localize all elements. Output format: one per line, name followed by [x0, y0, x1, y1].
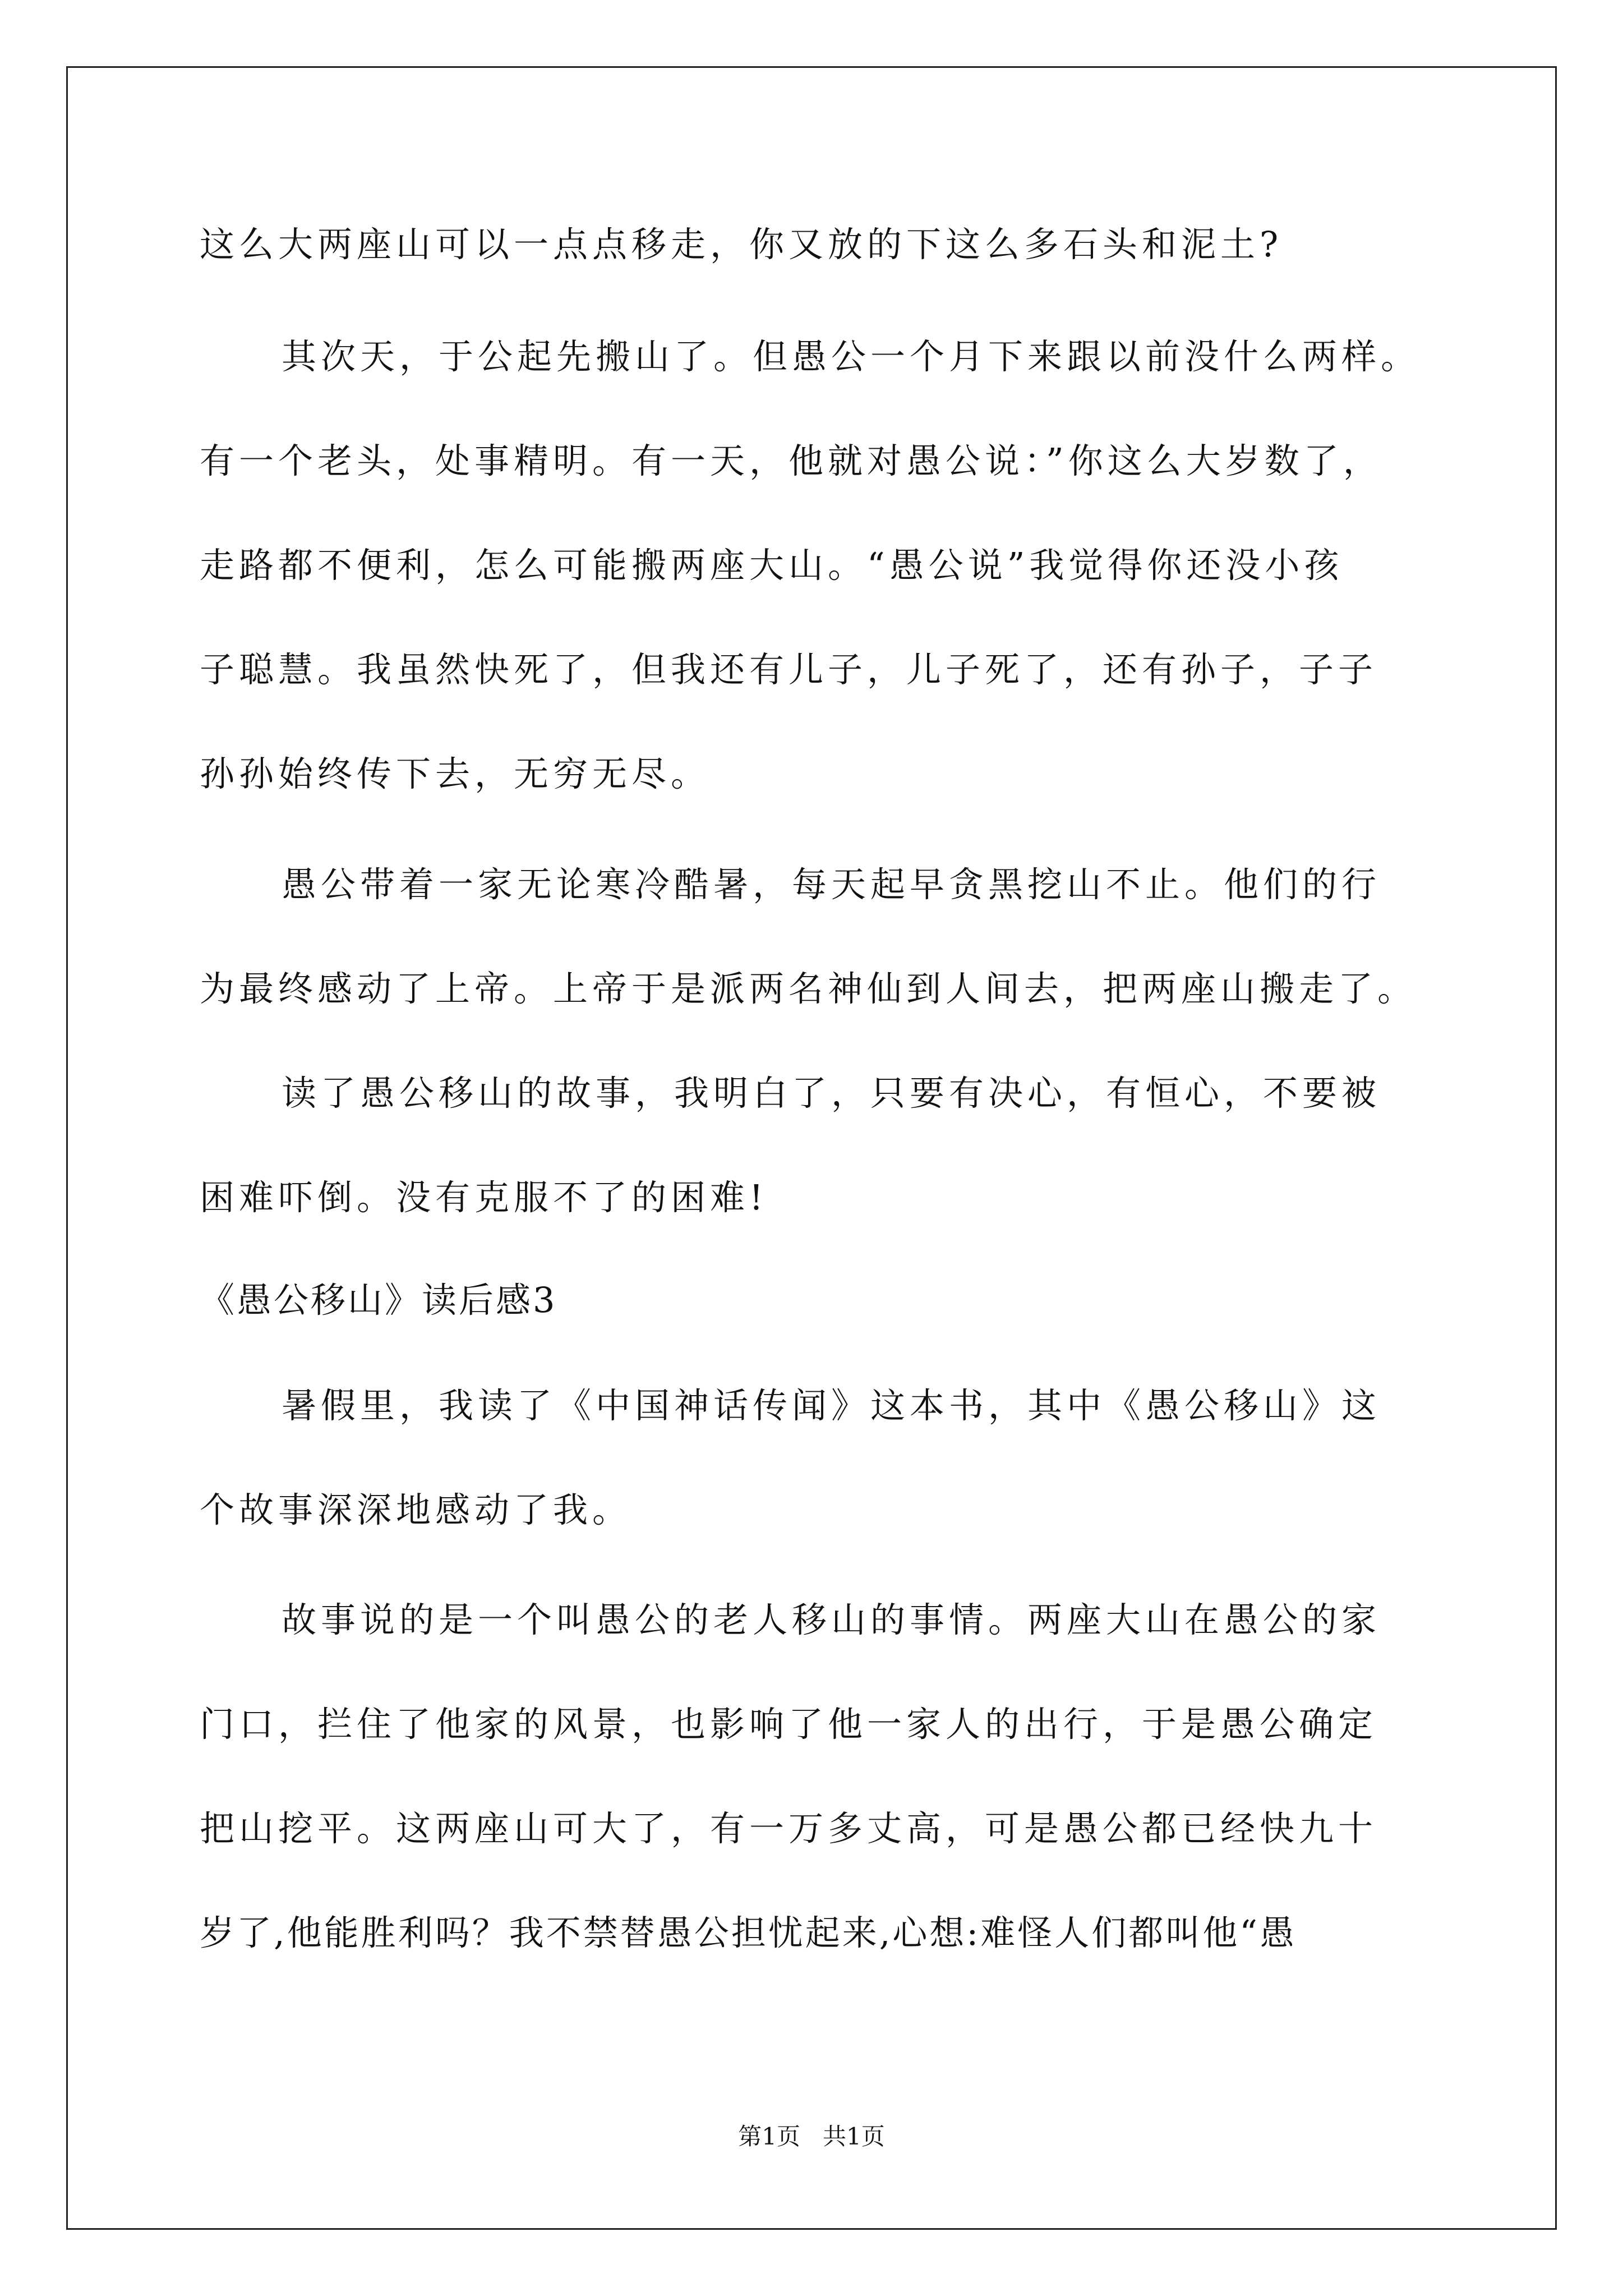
- text-line: 门口，拦住了他家的风景，也影响了他一家人的出行，于是愚公确定: [200, 1704, 1378, 1745]
- text-line: 暑假里，我读了《中国神话传闻》这本书，其中《愚公移山》这: [282, 1385, 1381, 1426]
- text-line: 走路都不便利，怎么可能搬两座大山。“愚公说”我觉得你还没小孩: [200, 545, 1344, 586]
- text-line: 把山挖平。这两座山可大了，有一万多丈高，可是愚公都已经快九十: [200, 1808, 1378, 1849]
- text-line: 读了愚公移山的故事，我明白了，只要有决心，有恒心，不要被: [282, 1073, 1381, 1114]
- page-border: [66, 66, 1557, 2230]
- text-line: 这么大两座山可以一点点移走，你又放的下这么多石头和泥土?: [200, 224, 1283, 265]
- text-line: 其次天，于公起先搬山了。但愚公一个月下来跟以前没什么两样。: [282, 336, 1421, 377]
- text-line: 个故事深深地感动了我。: [200, 1489, 632, 1530]
- text-line: 困难吓倒。没有克服不了的困难!: [200, 1177, 768, 1218]
- text-line: 子聪慧。我虽然快死了，但我还有儿子，儿子死了，还有孙子，子子: [200, 649, 1378, 690]
- text-line: 孙孙始终传下去，无穷无尽。: [200, 753, 711, 794]
- text-line: 故事说的是一个叫愚公的老人移山的事情。两座大山在愚公的家: [282, 1599, 1381, 1640]
- page-footer: [0, 2121, 1623, 2152]
- page-number-current: 第1页: [738, 2123, 800, 2150]
- section-heading: 《愚公移山》读后感3: [200, 1280, 557, 1320]
- page-number-total: 共1页: [823, 2123, 885, 2150]
- text-line: 为最终感动了上帝。上帝于是派两名神仙到人间去，把两座山搬走了。: [200, 968, 1417, 1009]
- text-line: 有一个老头，处事精明。有一天，他就对愚公说：”你这么大岁数了，: [200, 440, 1382, 481]
- text-line: 愚公带着一家无论寒冷酷暑，每天起早贪黑挖山不止。他们的行: [282, 864, 1381, 905]
- text-line: 岁了,他能胜利吗？我不禁替愚公担忧起来,心想:难怪人们都叫他“愚: [200, 1912, 1297, 1953]
